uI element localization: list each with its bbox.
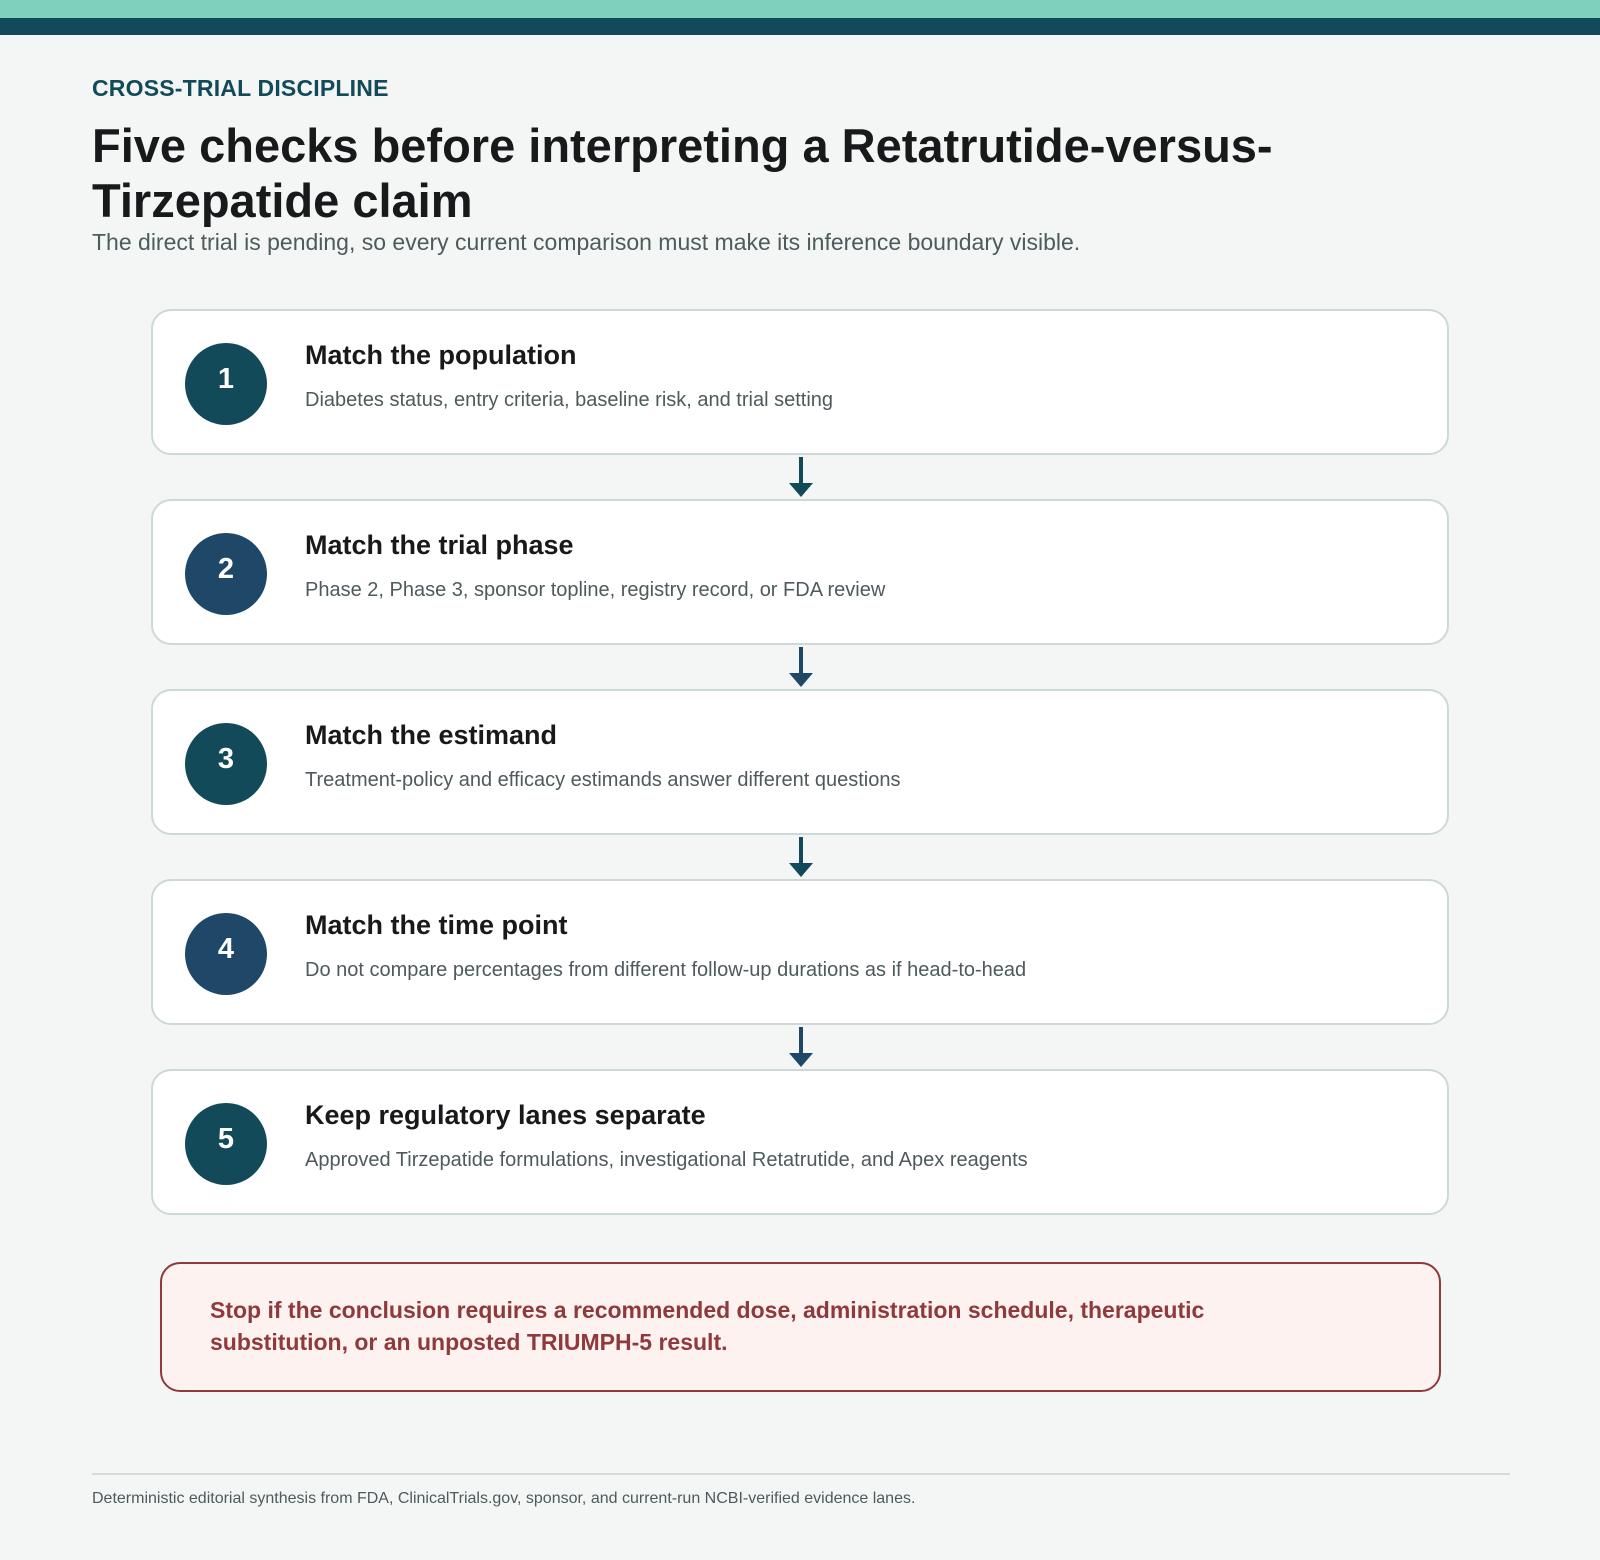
step-description: Do not compare percentages from different follow-up durations as if head-to-head xyxy=(305,959,1027,981)
page-subtitle: The direct trial is pending, so every current comparison must make its inference boundary visible. xyxy=(92,229,1081,255)
step-number-badge: 1 xyxy=(185,343,267,425)
down-arrow-icon xyxy=(788,457,814,499)
footer-source-note: Deterministic editorial synthesis from FDA, ClinicalTrials.gov, sponsor, and current-run NCBI-verified evidence lanes. xyxy=(92,1490,916,1507)
step-title: Keep regulatory lanes separate xyxy=(305,1100,706,1130)
step-number-badge: 4 xyxy=(185,913,267,995)
step-number-badge: 3 xyxy=(185,723,267,805)
page-title: Five checks before interpreting a Retatrutide-versus-Tirzepatide claim xyxy=(92,119,1273,227)
step-description: Treatment-policy and efficacy estimands answer different questions xyxy=(305,769,901,791)
step-title: Match the time point xyxy=(305,910,568,940)
top-accent-band xyxy=(0,0,1600,18)
step-card-1 xyxy=(151,309,1449,455)
step-card-4 xyxy=(151,879,1449,1025)
down-arrow-icon xyxy=(788,1027,814,1069)
step-card-5 xyxy=(151,1069,1449,1215)
top-dark-band xyxy=(0,18,1600,35)
step-title: Match the population xyxy=(305,340,577,370)
step-number-badge: 5 xyxy=(185,1103,267,1185)
eyebrow-label: CROSS-TRIAL DISCIPLINE xyxy=(92,75,389,101)
footer-divider xyxy=(92,1473,1510,1475)
down-arrow-icon xyxy=(788,837,814,879)
step-description: Approved Tirzepatide formulations, investigational Retatrutide, and Apex reagents xyxy=(305,1149,1028,1171)
stop-warning-callout xyxy=(160,1262,1441,1392)
step-number-badge: 2 xyxy=(185,533,267,615)
step-description: Diabetes status, entry criteria, baseline risk, and trial setting xyxy=(305,389,834,411)
step-card-3 xyxy=(151,689,1449,835)
stop-warning-text: Stop if the conclusion requires a recommended dose, administration schedule, therapeutic substitution, or an unposted TRIUMPH-5 result. xyxy=(210,1297,1205,1355)
step-title: Match the trial phase xyxy=(305,530,574,560)
step-card-2 xyxy=(151,499,1449,645)
down-arrow-icon xyxy=(788,647,814,689)
step-title: Match the estimand xyxy=(305,720,558,750)
step-description: Phase 2, Phase 3, sponsor topline, registry record, or FDA review xyxy=(305,579,886,601)
